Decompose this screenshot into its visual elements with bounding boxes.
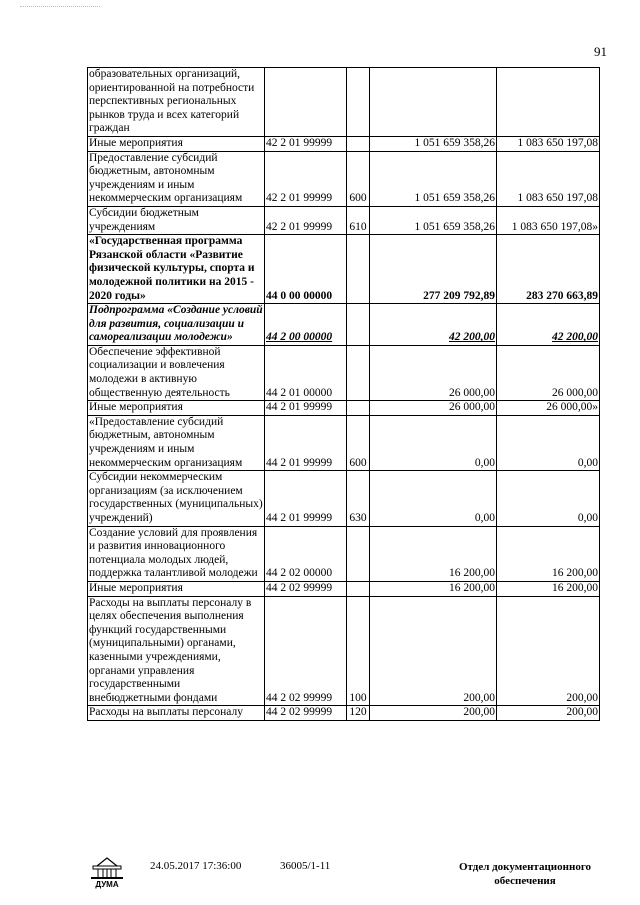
duma-logo-stamp xyxy=(87,855,127,889)
row-code-cell: 44 2 00 00000 xyxy=(265,304,347,346)
row-type-cell: 600 xyxy=(347,151,370,206)
row-code-cell: 44 2 02 99999 xyxy=(265,706,347,721)
row-value-2018-cell: 26 000,00 xyxy=(497,345,600,400)
table-row xyxy=(88,136,600,151)
stamp-label: ДУМА xyxy=(95,880,119,889)
budget-table xyxy=(87,67,600,721)
table-row xyxy=(88,235,600,304)
table-row xyxy=(88,581,600,596)
row-value-2017-cell: 26 000,00 xyxy=(370,345,497,400)
table-row xyxy=(88,596,600,706)
table-row xyxy=(88,526,600,581)
row-name-cell: Расходы на выплаты персоналу в целях обеспечения выполнения функций государственными (муниципальными) органами, казенными учреждениями, органами управления государственными внебюджетными фондами xyxy=(88,596,265,706)
footer-doc-number: 36005/1-11 xyxy=(280,860,331,872)
row-code-cell: 44 2 02 99999 xyxy=(265,596,347,706)
row-name-cell: Предоставление субсидий бюджетным, автономным учреждениям и иным некоммерческим организациям xyxy=(88,151,265,206)
row-name-cell: Иные мероприятия xyxy=(88,401,265,416)
row-name-cell: Иные мероприятия xyxy=(88,581,265,596)
row-type-cell xyxy=(347,68,370,137)
table-row xyxy=(88,345,600,400)
row-name-cell: Расходы на выплаты персоналу xyxy=(88,706,265,721)
row-value-2018-cell: 26 000,00» xyxy=(497,401,600,416)
row-value-2017-cell xyxy=(370,68,497,137)
row-name-cell: Обеспечение эффективной социализации и вовлечения молодежи в активную общественную деятельность xyxy=(88,345,265,400)
row-code-cell: 42 2 01 99999 xyxy=(265,136,347,151)
row-value-2017-cell: 26 000,00 xyxy=(370,401,497,416)
footer-datetime: 24.05.2017 17:36:00 xyxy=(150,860,242,872)
row-value-2017-cell: 1 051 659 358,26 xyxy=(370,136,497,151)
row-code-cell: 44 2 01 99999 xyxy=(265,415,347,470)
table-row xyxy=(88,471,600,526)
table-row xyxy=(88,706,600,721)
row-value-2017-cell: 42 200,00 xyxy=(370,304,497,346)
row-value-2017-cell: 1 051 659 358,26 xyxy=(370,206,497,234)
row-value-2017-cell: 16 200,00 xyxy=(370,581,497,596)
row-code-cell: 44 0 00 00000 xyxy=(265,235,347,304)
row-type-cell xyxy=(347,235,370,304)
row-code-cell: 44 2 02 99999 xyxy=(265,581,347,596)
row-name-cell: Создание условий для проявления и развития инновационного потенциала молодых людей, поддержка талантливой молодежи xyxy=(88,526,265,581)
row-name-cell: «Предоставление субсидий бюджетным, автономным учреждениям и иным некоммерческим организациям xyxy=(88,415,265,470)
row-type-cell: 610 xyxy=(347,206,370,234)
row-value-2018-cell: 1 083 650 197,08 xyxy=(497,151,600,206)
row-type-cell: 120 xyxy=(347,706,370,721)
row-code-cell xyxy=(265,68,347,137)
row-value-2018-cell: 16 200,00 xyxy=(497,581,600,596)
row-value-2017-cell: 0,00 xyxy=(370,415,497,470)
scan-artifact xyxy=(20,6,100,8)
table-row xyxy=(88,415,600,470)
page-number: 91 xyxy=(594,44,607,59)
row-type-cell xyxy=(347,136,370,151)
row-value-2017-cell: 200,00 xyxy=(370,706,497,721)
row-value-2018-cell xyxy=(497,68,600,137)
row-name-cell: Подпрограмма «Создание условий для развития, социализации и самореализации молодежи» xyxy=(88,304,265,346)
row-code-cell: 42 2 01 99999 xyxy=(265,206,347,234)
row-value-2017-cell: 1 051 659 358,26 xyxy=(370,151,497,206)
row-name-cell: Иные мероприятия xyxy=(88,136,265,151)
row-value-2018-cell: 0,00 xyxy=(497,415,600,470)
row-value-2017-cell: 16 200,00 xyxy=(370,526,497,581)
row-type-cell xyxy=(347,526,370,581)
row-code-cell: 44 2 01 99999 xyxy=(265,471,347,526)
row-value-2018-cell: 1 083 650 197,08 xyxy=(497,136,600,151)
row-value-2018-cell: 42 200,00 xyxy=(497,304,600,346)
row-type-cell xyxy=(347,581,370,596)
row-type-cell xyxy=(347,345,370,400)
row-value-2017-cell: 200,00 xyxy=(370,596,497,706)
table-row xyxy=(88,68,600,137)
row-type-cell: 100 xyxy=(347,596,370,706)
row-code-cell: 44 2 01 99999 xyxy=(265,401,347,416)
row-value-2018-cell: 200,00 xyxy=(497,706,600,721)
row-code-cell: 44 2 02 00000 xyxy=(265,526,347,581)
row-value-2018-cell: 0,00 xyxy=(497,471,600,526)
row-value-2018-cell: 283 270 663,89 xyxy=(497,235,600,304)
row-name-cell: Субсидии бюджетным учреждениям xyxy=(88,206,265,234)
row-code-cell: 42 2 01 99999 xyxy=(265,151,347,206)
table-row xyxy=(88,401,600,416)
row-code-cell: 44 2 01 00000 xyxy=(265,345,347,400)
row-value-2017-cell: 277 209 792,89 xyxy=(370,235,497,304)
row-type-cell: 600 xyxy=(347,415,370,470)
table-row xyxy=(88,151,600,206)
row-name-cell: «Государственная программа Рязанской области «Развитие физической культуры, спорта и молодежной политики на 2015 - 2020 годы» xyxy=(88,235,265,304)
row-value-2018-cell: 200,00 xyxy=(497,596,600,706)
table-row xyxy=(88,206,600,234)
row-value-2017-cell: 0,00 xyxy=(370,471,497,526)
table-row xyxy=(88,304,600,346)
row-type-cell xyxy=(347,401,370,416)
row-type-cell xyxy=(347,304,370,346)
row-value-2018-cell: 1 083 650 197,08» xyxy=(497,206,600,234)
footer-department: Отдел документационного обеспечения xyxy=(458,861,592,887)
row-value-2018-cell: 16 200,00 xyxy=(497,526,600,581)
row-name-cell: Субсидии некоммерческим организациям (за исключением государственных (муниципальных) учреждений) xyxy=(88,471,265,526)
row-name-cell: образовательных организаций, ориентированной на потребности перспективных региональных рынков труда и всех категорий граждан xyxy=(88,68,265,137)
row-type-cell: 630 xyxy=(347,471,370,526)
